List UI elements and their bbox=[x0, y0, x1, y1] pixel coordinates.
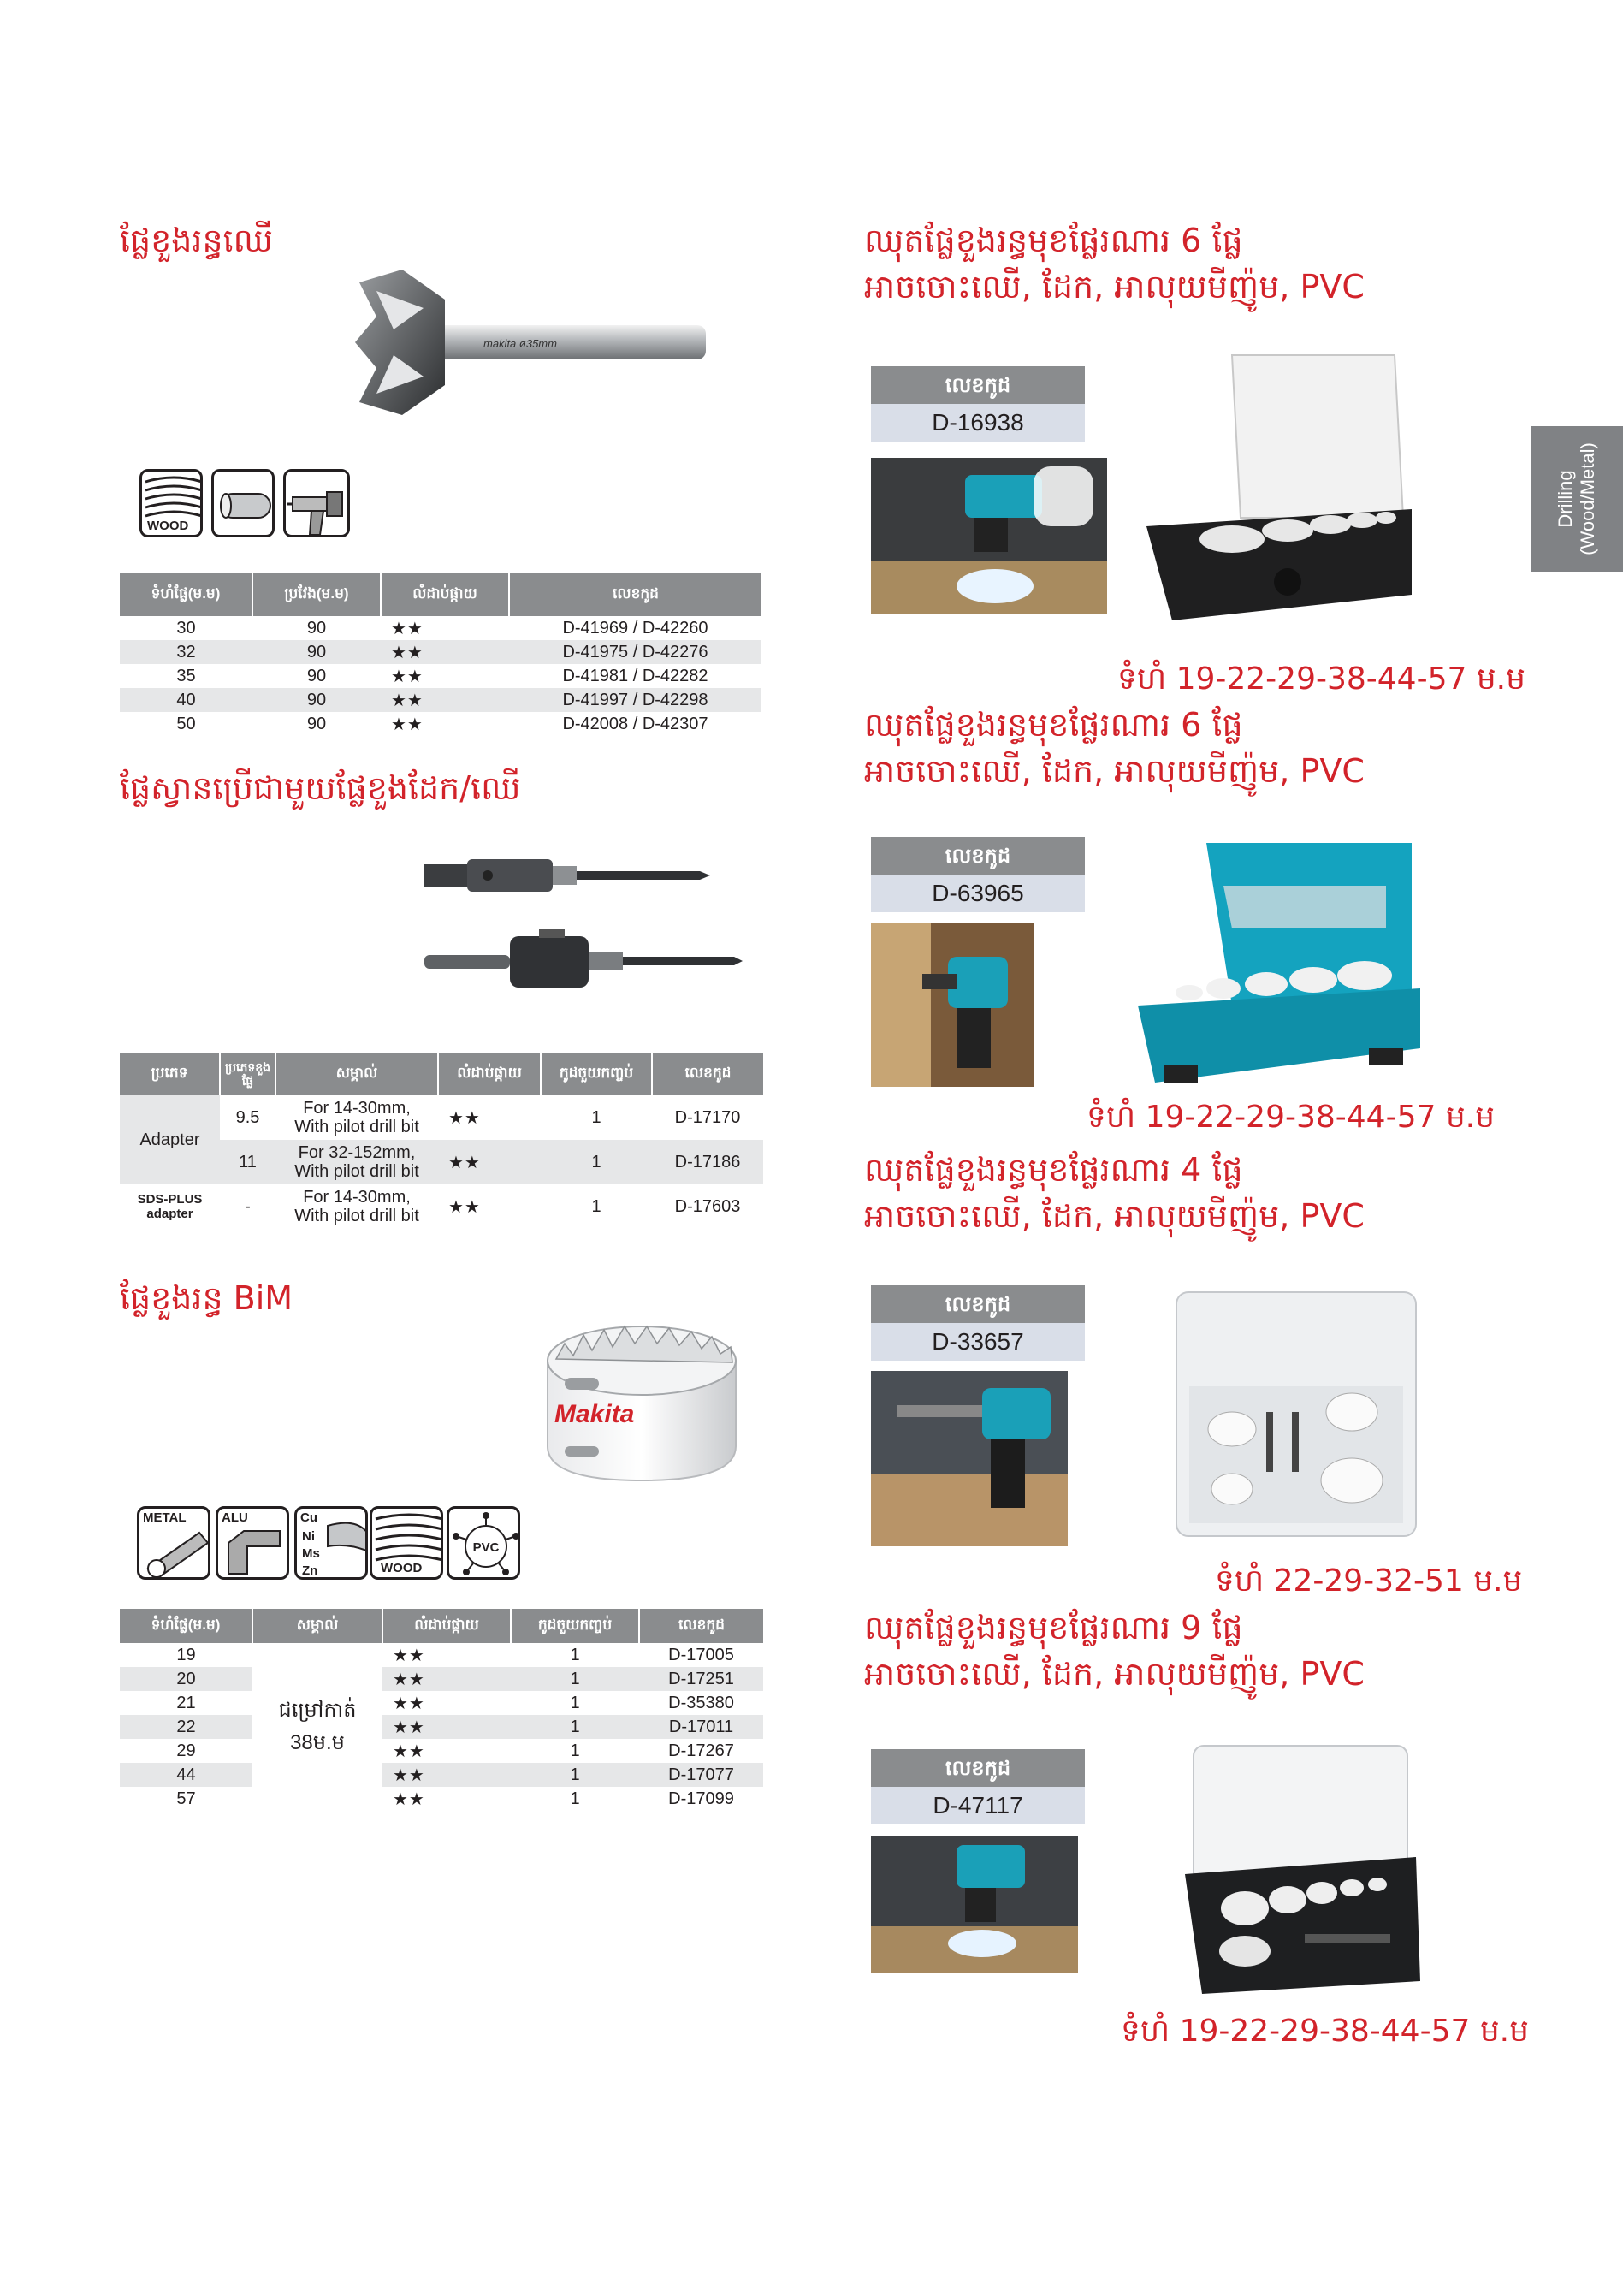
nonferrous-material-icon: Cu Ni Ms Zn bbox=[294, 1506, 368, 1580]
usage-photo bbox=[871, 1371, 1068, 1546]
table-row: 29 ★★ 1 D-17267 bbox=[176, 1741, 734, 1761]
col-header: សម្គាល់ bbox=[252, 1609, 382, 1643]
col-header: កូដចួយកញ្ចប់ bbox=[541, 1053, 652, 1095]
kit-case-image bbox=[1176, 1737, 1425, 1994]
size-range: ទំហំ 19-22-29-38-44-57 ម.ម bbox=[1087, 1100, 1495, 1135]
product-code: D-63965 bbox=[871, 875, 1085, 912]
usage-photo bbox=[871, 923, 1034, 1087]
table-row: 32 90 ★★ D-41975 / D-42276 bbox=[120, 640, 761, 664]
makita-logo: Makita bbox=[554, 1400, 635, 1428]
col-header: សម្គាល់ bbox=[275, 1053, 438, 1095]
table-header-row bbox=[120, 1053, 763, 1095]
adapter-group-label: Adapter bbox=[120, 1095, 220, 1184]
adapter-image bbox=[418, 847, 743, 1010]
section-side-tab bbox=[1531, 426, 1623, 572]
kit-case-image bbox=[1129, 834, 1429, 1091]
table-header-row bbox=[120, 573, 761, 616]
kit-title: ឈុតផ្លែខួងរន្ធមុខផ្លែរណារ 4 ផ្លែ អាចចោះឈើ, ដែក, អាលុយមីញ៉ូម, PVC bbox=[864, 1151, 1365, 1235]
col-header: ប្រវែង(ម.ម) bbox=[252, 573, 381, 616]
table-row: 20 ★★ 1 D-17251 bbox=[120, 1667, 763, 1691]
product-code-box: លេខកូដ D-16938 bbox=[871, 366, 1085, 442]
product-code-box: លេខកូដ D-33657 bbox=[871, 1285, 1085, 1361]
usage-photo bbox=[871, 458, 1107, 614]
size-range: ទំហំ 19-22-29-38-44-57 ម.ម bbox=[1121, 2014, 1529, 2049]
table-row: SDS-PLUS adapter - For 14-30mm, With pilot drill bit ★★ 1 D-17603 bbox=[120, 1184, 763, 1229]
wood-material-icon: WOOD bbox=[370, 1506, 443, 1580]
col-header: លេខកូដ bbox=[509, 573, 761, 616]
product-code: D-47117 bbox=[871, 1787, 1085, 1824]
svg-text:makita ø35mm: makita ø35mm bbox=[483, 337, 557, 350]
bim-holesaw-image bbox=[539, 1318, 744, 1489]
table-row: 50 90 ★★ D-42008 / D-42307 bbox=[176, 714, 708, 734]
forstner-spec-table bbox=[120, 573, 761, 736]
cut-depth-note: ជម្រៅកាត់ 38ម.ម bbox=[278, 1699, 357, 1754]
product-code: D-16938 bbox=[871, 404, 1085, 442]
usage-photo bbox=[871, 1836, 1078, 1973]
sds-group-label: SDS-PLUS adapter bbox=[137, 1192, 203, 1221]
col-header: កូដចួយកញ្ចប់ bbox=[511, 1609, 639, 1643]
col-header: លេខកូដ bbox=[639, 1609, 763, 1643]
col-header: ទំហំផ្លែ(ម.ម) bbox=[120, 1609, 252, 1643]
table-row: Adapter 9.5 For 14-30mm, With pilot drill bit ★★ 1 D-17170 bbox=[120, 1095, 763, 1140]
forstner-title: ផ្លែខួងរន្ធឈើ bbox=[120, 222, 274, 259]
bim-title: ផ្លែខួងរន្ធ BiM bbox=[120, 1279, 293, 1317]
adapter-spec-table bbox=[120, 1053, 763, 1229]
col-header: លំដាប់ផ្កាយ bbox=[381, 573, 509, 616]
table-row: 57 ★★ 1 D-17099 bbox=[176, 1789, 734, 1809]
kit-title: ឈុតផ្លែខួងរន្ធមុខផ្លែរណារ 6 ផ្លែ អាចចោះឈើ, ដែក, អាលុយមីញ៉ូម, PVC bbox=[864, 222, 1365, 306]
table-row: 19 ជម្រៅកាត់ 38ម.ម ★★ 1 D-17005 bbox=[120, 1643, 763, 1667]
pvc-material-icon bbox=[447, 1506, 520, 1580]
kit-title: ឈុតផ្លែខួងរន្ធមុខផ្លែរណារ 9 ផ្លែ អាចចោះឈើ, ដែក, អាលុយមីញ៉ូម, PVC bbox=[864, 1609, 1365, 1693]
col-header: ប្រភេទខួងផ្លែ bbox=[220, 1053, 275, 1095]
bim-spec-table bbox=[120, 1609, 763, 1811]
aluminium-material-icon: ALU bbox=[216, 1506, 289, 1580]
col-header: ប្រភេទ bbox=[120, 1053, 220, 1095]
metal-material-icon: METAL bbox=[137, 1506, 210, 1580]
forstner-bit-image bbox=[342, 265, 719, 419]
kit-case-image bbox=[1138, 347, 1420, 629]
svg-text:PVC: PVC bbox=[472, 1540, 500, 1555]
round-shank-icon bbox=[211, 469, 275, 537]
table-row: 30 90 ★★ D-41969 / D-42260 bbox=[176, 618, 708, 638]
table-row: 40 90 ★★ D-41997 / D-42298 bbox=[120, 688, 761, 712]
kit-title: ឈុតផ្លែខួងរន្ធមុខផ្លែរណារ 6 ផ្លែ អាចចោះឈើ, ដែក, អាលុយមីញ៉ូម, PVC bbox=[864, 706, 1365, 790]
table-row: 44 ★★ 1 D-17077 bbox=[120, 1763, 763, 1787]
size-range: ទំហំ 19-22-29-38-44-57 ម.ម bbox=[1117, 662, 1525, 697]
wood-material-icon: WOOD bbox=[139, 469, 203, 537]
drill-tool-icon bbox=[283, 469, 350, 537]
col-header: លំដាប់ផ្កាយ bbox=[382, 1609, 511, 1643]
product-code-box: លេខកូដ D-47117 bbox=[871, 1749, 1085, 1824]
adapter-title: ផ្លែស្វានប្រើជាមួយផ្លែខួងដែក/ឈើ bbox=[120, 769, 521, 807]
table-header-row bbox=[120, 1609, 763, 1643]
product-code: D-33657 bbox=[871, 1323, 1085, 1361]
table-row: 35 90 ★★ D-41981 / D-42282 bbox=[176, 666, 708, 686]
col-header: លំដាប់ផ្កាយ bbox=[438, 1053, 541, 1095]
table-row: 21 ★★ 1 D-35380 bbox=[176, 1693, 734, 1713]
table-row: 11 For 32-152mm, With pilot drill bit ★★ 1 D-17186 bbox=[120, 1140, 763, 1184]
col-header: ទំហំផ្លែ(ម.ម) bbox=[120, 573, 252, 616]
col-header: លេខកូដ bbox=[652, 1053, 763, 1095]
table-row: 22 ★★ 1 D-17011 bbox=[120, 1715, 763, 1739]
size-range: ទំហំ 22-29-32-51 ម.ម bbox=[1215, 1563, 1523, 1599]
product-code-box: លេខកូដ D-63965 bbox=[871, 837, 1085, 912]
side-tab-label: Drilling (Wood/Metal) bbox=[1555, 442, 1598, 555]
kit-case-image bbox=[1172, 1284, 1420, 1540]
